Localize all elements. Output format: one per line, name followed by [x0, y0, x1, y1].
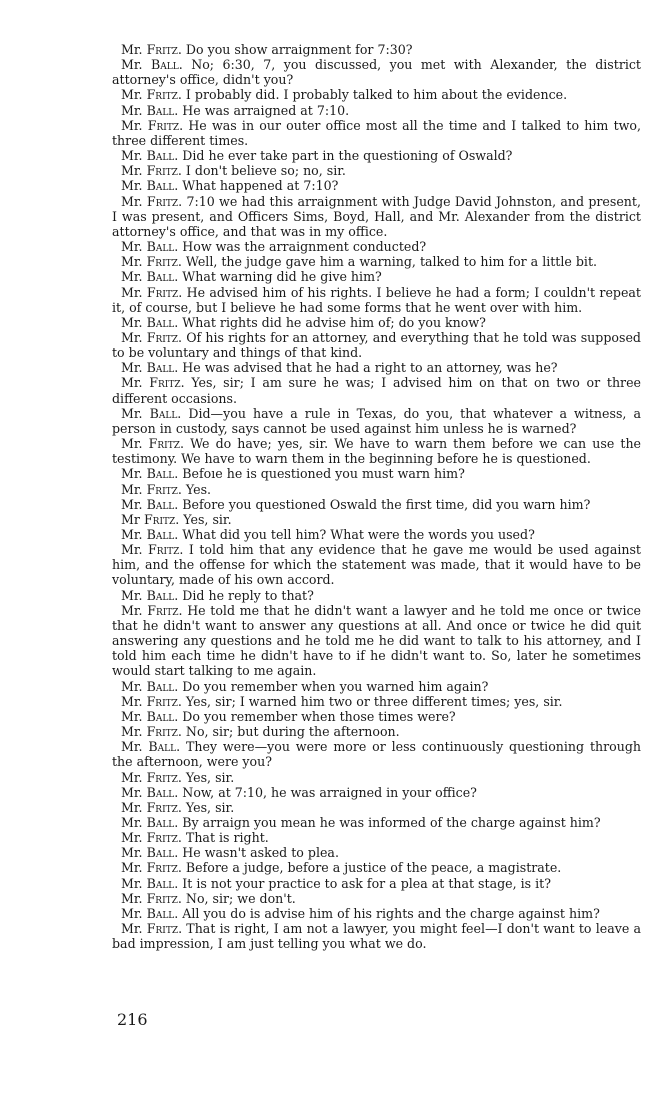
speaker-prefix: Mr.: [121, 542, 143, 558]
speaker-prefix: Mr.: [121, 845, 143, 861]
testimony-paragraph: [112, 603, 641, 679]
speaker-prefix: Mr.: [121, 269, 143, 285]
speaker-name: Ball.: [148, 739, 181, 755]
speech-text: All you do is advise him of his rights and the charge against him?: [182, 905, 600, 921]
speaker-name: Fritz.: [146, 799, 182, 815]
speaker-name: Ball.: [146, 466, 179, 482]
speaker-prefix: Mr.: [121, 921, 143, 937]
testimony-paragraph: [112, 194, 641, 239]
speech-text: I told him that any evidence that he gave me would be used against him, and the offense for which the statement was made, that it would have to be voluntary, made of his own accord.: [112, 542, 641, 588]
testimony-paragraph: [112, 375, 641, 405]
speech-text: What happened at 7:10?: [182, 178, 339, 194]
speech-text: Well, the judge gave him a warning, talked to him for a little bit.: [185, 254, 598, 270]
testimony-paragraph: [112, 815, 641, 830]
speaker-prefix: Mr.: [121, 724, 143, 740]
speaker-name: Fritz.: [147, 602, 183, 618]
speaker-name: Fritz.: [146, 769, 182, 785]
testimony-paragraph: [112, 254, 641, 269]
page-number: 216: [117, 1010, 148, 1029]
speaker-name: Fritz.: [146, 254, 182, 270]
testimony-paragraph: [112, 800, 641, 815]
speaker-prefix: Mr.: [121, 284, 143, 300]
speaker-name: Ball.: [146, 905, 179, 921]
testimony-paragraph: [112, 694, 641, 709]
testimony-paragraph: [112, 406, 641, 436]
testimony-paragraph: [112, 770, 641, 785]
speaker-name: Fritz.: [146, 284, 183, 300]
speaker-prefix: Mr.: [121, 678, 143, 694]
speaker-prefix: Mr.: [121, 436, 143, 452]
testimony-paragraph: [112, 739, 641, 769]
speaker-name: Ball.: [146, 314, 179, 330]
speaker-name: Ball.: [151, 57, 183, 73]
speech-text: Yes, sir; I warned him two or three different times; yes, sir.: [185, 693, 563, 709]
speaker-prefix: Mr.: [121, 527, 143, 542]
speaker-name: Fritz.: [146, 42, 182, 57]
speaker-name: Ball.: [146, 708, 179, 724]
testimony-paragraph: [112, 239, 641, 254]
speaker-name: Ball.: [146, 678, 179, 694]
testimony-paragraph: [112, 527, 641, 542]
speaker-name: Ball.: [146, 178, 179, 194]
testimony-paragraph: [112, 679, 641, 694]
speaker-prefix: Mr.: [121, 481, 143, 497]
speaker-prefix: Mr.: [121, 830, 143, 846]
speaker-prefix: Mr.: [121, 87, 143, 103]
speech-text: He wasn't asked to plea.: [182, 845, 339, 861]
speaker-name: Ball.: [149, 405, 182, 421]
speaker-prefix: Mr.: [121, 814, 143, 830]
speaker-name: Fritz.: [146, 329, 183, 345]
speaker-name: Ball.: [146, 587, 179, 603]
speech-text: Did he reply to that?: [182, 587, 314, 603]
speaker-name: Fritz.: [147, 117, 184, 133]
speech-text: He told me that he didn't want a lawyer and he told me once or twice that he didn't want to answer any questions at all. And once or twice he did quit answering any questions and he told me he did want to talk to his attorney, and I told him each time he didn't have to if he didn't want to. So, later he sometimes would start talking to me again.: [112, 602, 641, 679]
speech-text: Before you questioned Oswald the first time, did you warn him?: [182, 496, 591, 512]
testimony-paragraph: [112, 103, 641, 118]
speaker-name: Fritz.: [146, 860, 182, 876]
testimony-paragraph: [112, 118, 641, 148]
speech-text: What rights did he advise him of; do you know?: [182, 314, 486, 330]
testimony-paragraph: [112, 466, 641, 481]
speaker-prefix: Mr.: [121, 708, 143, 724]
testimony-paragraph: [112, 906, 641, 921]
speaker-prefix: Mr: [121, 511, 140, 527]
speaker-prefix: Mr.: [121, 890, 143, 906]
speaker-prefix: Mr.: [121, 875, 143, 891]
speech-text: Of his rights for an attorney, and everything that he told was supposed to be voluntary and things of that kind.: [112, 329, 641, 361]
testimony-paragraph: [112, 830, 641, 845]
speech-text: I probably did. I probably talked to him about the evidence.: [185, 87, 568, 103]
testimony-paragraph: [112, 163, 641, 178]
speech-text: It is not your practice to ask for a plea at that stage, is it?: [182, 875, 551, 891]
speaker-name: Ball.: [146, 527, 179, 542]
speaker-prefix: Mr.: [121, 193, 143, 209]
speaker-prefix: Mr.: [121, 329, 143, 345]
speaker-name: Ball.: [146, 269, 179, 285]
speech-text: Yes.: [185, 481, 212, 497]
speaker-name: Fritz.: [148, 436, 184, 452]
testimony-paragraph: [112, 178, 641, 193]
speech-text: He was advised that he had a right to an attorney, was he?: [182, 360, 558, 376]
testimony-paragraph: [112, 860, 641, 875]
testimony-paragraph: [112, 785, 641, 800]
speaker-prefix: Mr.: [121, 799, 143, 815]
testimony-paragraph: [112, 891, 641, 906]
speaker-prefix: Mr.: [121, 769, 143, 785]
speech-text: We do have; yes, sir. We have to warn them before we can use the testimony. We have to warn them in the beginning before he is questioned.: [112, 436, 642, 467]
speaker-prefix: Mr.: [121, 860, 143, 876]
speech-text: By arraign you mean he was informed of the charge against him?: [182, 814, 601, 830]
speaker-prefix: Mr.: [121, 254, 143, 270]
speaker-name: Ball.: [146, 102, 179, 118]
testimony-paragraph: [112, 42, 641, 57]
speaker-prefix: Mr.: [121, 375, 143, 391]
speaker-prefix: Mr.: [121, 466, 143, 482]
speaker-name: Fritz.: [146, 921, 183, 937]
testimony-paragraph: [112, 87, 641, 102]
testimony-paragraph: [112, 436, 641, 466]
speech-text: Do you show arraignment for 7:30?: [185, 42, 413, 57]
speech-text: He was arraigned at 7:10.: [182, 102, 350, 118]
speaker-prefix: Mr.: [121, 784, 143, 800]
speaker-prefix: Mr.: [121, 239, 143, 255]
speaker-name: Fritz.: [148, 542, 184, 558]
speaker-name: Fritz.: [146, 890, 182, 906]
speech-text: Do you remember when those times were?: [182, 708, 456, 724]
speaker-name: Fritz.: [146, 163, 182, 179]
speaker-prefix: Mr.: [121, 693, 143, 709]
testimony-paragraph: [112, 709, 641, 724]
speech-text: No; 6:30, 7, you discussed, you met with Alexander, the district attorney's office, didn't you?: [112, 57, 641, 88]
speech-text: He advised him of his rights. I believe he had a form; I couldn't repeat it, of course, but I believe he had some forms that he went over with him.: [112, 284, 641, 315]
speaker-name: Ball.: [146, 239, 179, 255]
testimony-paragraph: [112, 845, 641, 860]
speech-text: He was in our outer office most all the time and I talked to him two, three different times.: [112, 117, 641, 148]
speaker-prefix: Mr.: [121, 117, 143, 133]
speech-text: How was the arraignment conducted?: [182, 239, 427, 255]
speech-text: Do you remember when you warned him again?: [182, 678, 489, 694]
testimony-paragraph: [112, 285, 641, 315]
speech-text: Yes, sir.: [183, 511, 232, 527]
speaker-name: Fritz.: [146, 87, 182, 103]
speech-text: No, sir; we don't.: [185, 890, 296, 906]
testimony-paragraph: [112, 921, 641, 951]
speech-text: No, sir; but during the afternoon.: [185, 724, 400, 740]
speaker-prefix: Mr.: [121, 739, 143, 755]
testimony-paragraph: [112, 512, 641, 527]
testimony-paragraph: [112, 315, 641, 330]
speaker-name: Ball.: [146, 814, 179, 830]
speaker-name: Ball.: [146, 148, 179, 164]
testimony-paragraph: [112, 148, 641, 163]
speech-text: Did—you have a rule in Texas, do you, that whatever a witness, a person in custody, says cannot be used against him unless he is warned?: [112, 405, 641, 436]
speaker-name: Fritz.: [146, 693, 182, 709]
testimony-paragraph: [112, 588, 641, 603]
testimony-paragraph: [112, 542, 641, 587]
speaker-prefix: Mr.: [121, 42, 143, 57]
speech-text: Yes, sir; I am sure he was; I advised him on that on two or three different occasions.: [112, 375, 641, 406]
speaker-name: Fritz.: [143, 511, 180, 527]
speech-text: Did he ever take part in the questioning of Oswald?: [182, 148, 513, 164]
testimony-paragraph: [112, 482, 641, 497]
speaker-name: Ball.: [146, 845, 179, 861]
speech-text: What did you tell him? What were the words you used?: [182, 527, 535, 542]
testimony-paragraph: [112, 360, 641, 375]
speaker-name: Fritz.: [146, 193, 183, 209]
speech-text: Yes, sir.: [185, 799, 235, 815]
speech-text: 7:10 we had this arraignment with Judge David Johnston, and present, I was present, and Officers Sims, Boyd, Hall, and Mr. Alexander from the district attorney's office, and that was in my office.: [112, 193, 641, 239]
speaker-name: Ball.: [146, 360, 179, 376]
speaker-name: Fritz.: [146, 724, 182, 740]
speaker-name: Fritz.: [146, 830, 182, 846]
speech-text: What warning did he give him?: [182, 269, 382, 285]
speaker-prefix: Mr.: [121, 102, 143, 118]
testimony-paragraph: [112, 724, 641, 739]
testimony-paragraph: [112, 57, 641, 87]
speaker-name: Ball.: [146, 784, 179, 800]
speaker-prefix: Mr.: [121, 57, 143, 73]
speech-text: I don't believe so; no, sir.: [185, 163, 346, 179]
speaker-name: Fritz.: [146, 481, 182, 497]
speech-text: Now, at 7:10, he was arraigned in your office?: [182, 784, 477, 800]
speech-text: They were—you were more or less continuously questioning through the afternoon, were you?: [112, 739, 641, 770]
speaker-prefix: Mr.: [121, 905, 143, 921]
speech-text: Befoıe he is questioned you must warn him?: [182, 466, 465, 482]
testimony-paragraph: [112, 269, 641, 284]
speech-text: Before a judge, before a justice of the peace, a magistrate.: [185, 860, 562, 876]
testimony-paragraph: [112, 497, 641, 512]
speaker-name: Ball.: [146, 875, 179, 891]
speaker-prefix: Mr.: [121, 163, 143, 179]
speaker-prefix: Mr.: [121, 178, 143, 194]
speaker-prefix: Mr.: [121, 148, 143, 164]
speech-text: Yes, sir.: [185, 769, 235, 785]
testimony-paragraph: [112, 876, 641, 891]
speech-text: That is right, I am not a lawyer, you might feel—I don't want to leave a bad impression, I am just telling you what we do.: [112, 921, 641, 952]
speaker-name: Ball.: [146, 496, 179, 512]
transcript-body: [112, 42, 641, 951]
speaker-prefix: Mr.: [121, 602, 143, 618]
speaker-prefix: Mr.: [121, 496, 143, 512]
speech-text: That is right.: [185, 830, 269, 846]
speaker-name: Fritz.: [149, 375, 185, 391]
speaker-prefix: Mr.: [121, 360, 143, 376]
speaker-prefix: Mr.: [121, 405, 143, 421]
speaker-prefix: Mr.: [121, 587, 143, 603]
testimony-paragraph: [112, 330, 641, 360]
speaker-prefix: Mr.: [121, 314, 143, 330]
